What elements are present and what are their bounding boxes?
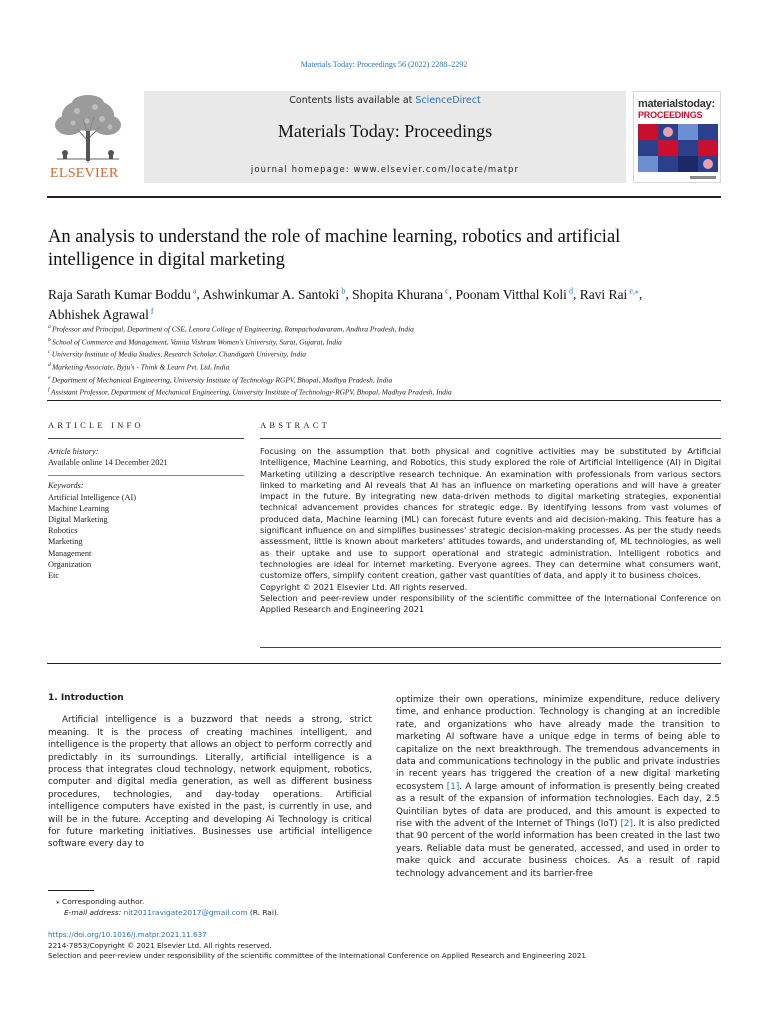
doi-link[interactable]: https://doi.org/10.1016/j.matpr.2021.11.637 xyxy=(48,930,207,939)
email-link[interactable]: nit2011ravigate2017@gmail.com xyxy=(123,908,248,917)
author[interactable] xyxy=(455,287,572,302)
affiliation xyxy=(48,322,728,335)
history-value: Available online 14 December 2021 xyxy=(48,458,168,468)
keyword: Artificial Intelligence (AI) xyxy=(48,492,136,502)
intro-paragraph: Artificial intelligence is a buzzword that needs a strong, strict meaning. It is the process of creating machines intelligent, and intelligence is the property that allows an object to perform correctly and predictably in its surroundings. Literally, artificial intelligence is a process that integrates cloud technology, network equipment, robotics, computer and digital media generation, as well as different business procedures, technologies, and day-today operations. Artificial intelligence computers have existed in the past, is currently in use, and will be in the future. Accepting and developing Ai Technology is critical for future marketing initiatives. Businesses use artificial intelligence software every day to xyxy=(48,715,372,850)
abstract-rule xyxy=(260,438,721,439)
keyword-list xyxy=(48,492,244,582)
author-separator: , xyxy=(196,286,203,302)
text-run: optimize their own operations, minimize expenditure, reduce delivery time, and enhance production. Technology is changing at an incredible rate, and organizations who have already made the transition to marketing AI software have a unique edge in terms of being able to capitalize on the next breakthrough. The tremendous advancements in data and communications technology in the public and private industries in recent years has triggered the creation of a new digital marketing ecosystem xyxy=(396,695,720,792)
author-affiliation-mark[interactable]: a xyxy=(190,286,197,295)
front-matter-rule xyxy=(47,663,721,664)
abstract-selection: Selection and peer-review under responsibility of the scientific committee of the International Conference on Applied Research and Engineering 2021 xyxy=(260,592,721,615)
keyword: Marketing xyxy=(48,537,83,547)
journal-reference[interactable]: Materials Today: Proceedings 56 (2022) 2288–2292 xyxy=(300,60,468,69)
history-label: Article history: xyxy=(48,447,99,456)
journal-homepage[interactable]: journal homepage: www.elsevier.com/locate/matpr xyxy=(250,165,520,175)
author-separator: , xyxy=(572,286,580,302)
journal-info-band xyxy=(144,91,626,183)
abstract-heading: ABSTRACT xyxy=(260,420,330,430)
section-rule xyxy=(47,400,721,401)
author-separator: , xyxy=(448,286,456,302)
keywords-label: Keywords: xyxy=(48,481,84,491)
author[interactable] xyxy=(48,307,154,322)
paper-title: An analysis to understand the role of machine learning, robotics and artificial intelligence in digital marketing xyxy=(48,227,621,270)
affiliation-text: School of Commerce and Management, Vanita Vishram Women's University, Surat, Gujarat, India xyxy=(52,337,342,347)
journal-header xyxy=(47,91,721,185)
author-affiliation-mark[interactable]: d xyxy=(566,286,573,295)
body-column-right xyxy=(396,694,720,880)
article-info-heading: ARTICLE INFO xyxy=(48,420,144,430)
journal-title: Materials Today: Proceedings xyxy=(277,121,493,141)
text-run: . A large amount of information is presently being created as a result of the expansion of information technologies. Each day, 2.5 Quintilian bytes of data are produced, and this amount is expected to rise with the advent of the Internet of Things (IoT) xyxy=(396,781,720,830)
author-affiliation-mark[interactable]: c xyxy=(443,286,449,295)
affiliation-mark: b xyxy=(48,336,53,343)
affiliation xyxy=(48,385,728,398)
author[interactable] xyxy=(580,287,639,302)
abstract-bottom-rule xyxy=(260,647,721,648)
author-affiliation-mark[interactable]: f xyxy=(148,306,154,316)
author[interactable] xyxy=(202,287,345,302)
keyword: Management xyxy=(48,548,92,558)
author-name: Poonam Vitthal Koli xyxy=(455,286,567,302)
issn-copyright: 2214-7853/Copyright © 2021 Elsevier Ltd. All rights reserved. xyxy=(48,940,272,950)
citation-link-2[interactable]: [2] xyxy=(620,819,633,830)
author-affiliation-mark[interactable]: b xyxy=(339,286,346,295)
article-info xyxy=(48,446,244,581)
abstract-body xyxy=(260,446,721,615)
citation-link-1[interactable]: [1] xyxy=(446,781,460,792)
footnotes xyxy=(56,896,376,918)
abstract-text: Focusing on the assumption that both physical and cognitive activities may be substituted by Artificial Intelligence, Machine Learning, and Robotics, this study explored the role of Artificial Intelligence (AI) in Digital Marketing utilizing a descriptive research technique. An examination with professionals from various sectors linked to marketing and AI reveals that AI has an influence on marketing operations and will have a greater impact in the future. By integrating new data-driven methods to digital marketing strategies, exponential technical advancement provides chances for strategic edge. By identifying lessons from vast volumes of produced data, Machine learning (ML) can forecast future events and aid decision-making. This feature has a significant influence on and simplifies businesses' strategic decision-making processes. As per the study needs assessment, little is known about marketers' attitudes towards, and understanding of, ML technologies, as well as their uptake and use to support operational and strategic administration. Intelligent robotics and technologies are ideal for internet marketing. Everyone agrees. They can determine what consumers want, customize offers, simplify content creation, gather vast quantities of data, and apply it to business choices. xyxy=(260,446,721,581)
affiliation-list xyxy=(48,322,728,398)
footnote-rule xyxy=(48,890,94,891)
journal-cover-thumbnail xyxy=(633,91,721,183)
keyword: Digital Marketing xyxy=(48,515,108,525)
author-name: Shopita Khurana xyxy=(352,286,444,302)
affiliation-text: Assistant Professor, Department of Mechanical Engineering, University Institute of Technology-RGPV, Bhopal, Madhya Pradesh, India xyxy=(50,387,452,397)
affiliation xyxy=(48,360,728,373)
affiliation xyxy=(48,347,728,360)
affiliation xyxy=(48,373,728,386)
cover-title: materialstoday: xyxy=(638,98,715,110)
author[interactable] xyxy=(352,287,449,302)
author-name: Raja Sarath Kumar Boddu xyxy=(48,286,191,302)
contents-prefix: Contents lists available at xyxy=(289,95,416,106)
affiliation-text: Department of Mechanical Engineering, University Institute of Technology RGPV, Bhopal, Madhya Pradesh, India xyxy=(51,375,393,385)
cover-artwork xyxy=(634,92,721,183)
affiliation-text: Professor and Principal, Department of CSE, Lenora College of Engineering, Rampachodavaram, Andhra Pradesh, India xyxy=(52,324,414,334)
author-list xyxy=(48,282,728,323)
article-info-rule xyxy=(48,438,244,439)
affiliation-mark: f xyxy=(48,387,51,394)
keyword: Etc xyxy=(48,571,60,581)
tree-icon xyxy=(47,93,129,165)
author-separator: , xyxy=(345,286,353,302)
sciencedirect-link[interactable]: ScienceDirect xyxy=(415,95,481,106)
intro-paragraph-continued xyxy=(396,694,720,880)
contents-line xyxy=(144,95,626,106)
section-heading-introduction: 1. Introduction xyxy=(48,693,124,703)
keyword: Organization xyxy=(48,559,92,569)
elsevier-wordmark: ELSEVIER xyxy=(50,166,119,181)
email-label: E-mail address: xyxy=(64,908,124,917)
affiliation xyxy=(48,335,728,348)
author-name: Ravi Rai xyxy=(579,286,628,302)
affiliation-mark: d xyxy=(48,362,53,369)
email-footnote xyxy=(56,907,376,918)
affiliation-mark: a xyxy=(48,324,53,330)
affiliation-text: University Institute of Media Studies, Research Scholar, Chandigarh University, India xyxy=(51,349,306,359)
author-name: Abhishek Agrawal xyxy=(48,307,149,322)
header-rule xyxy=(47,196,721,198)
body-column-left xyxy=(48,692,372,851)
article-footer xyxy=(48,930,728,962)
elsevier-tree-logo xyxy=(47,93,129,181)
author-name: Ashwinkumar A. Santoki xyxy=(202,286,340,302)
author[interactable] xyxy=(48,287,196,302)
keyword: Robotics xyxy=(48,526,78,536)
author-separator: , xyxy=(638,286,643,302)
affiliation-text: Marketing Associate, Byju's - Think & Learn Pvt. Ltd, India xyxy=(52,362,230,372)
keyword: Machine Learning xyxy=(48,503,110,513)
cover-subtitle: PROCEEDINGS xyxy=(638,110,703,120)
abstract-copyright: Copyright © 2021 Elsevier Ltd. All rights reserved. xyxy=(260,581,468,592)
author-affiliation-mark[interactable]: e,⁎ xyxy=(627,286,639,295)
footer-selection: Selection and peer-review under responsibility of the scientific committee of the International Conference on Applied Research and Engineering 2021 xyxy=(48,951,586,961)
email-suffix: (R. Rai). xyxy=(247,908,280,917)
text-run: . It is also predicted that 90 percent of the world information has been created in the last two years. Reliable data must be generated, accessed, and used in order to make quick and accurate business choices. As a result of rapid technology advancement and its barrier-free xyxy=(396,819,720,879)
affiliation-mark: e xyxy=(48,374,52,381)
corresponding-author-note: ⁎ Corresponding author. xyxy=(56,897,145,906)
affiliation-mark: c xyxy=(48,349,52,356)
keywords-rule xyxy=(48,475,244,476)
